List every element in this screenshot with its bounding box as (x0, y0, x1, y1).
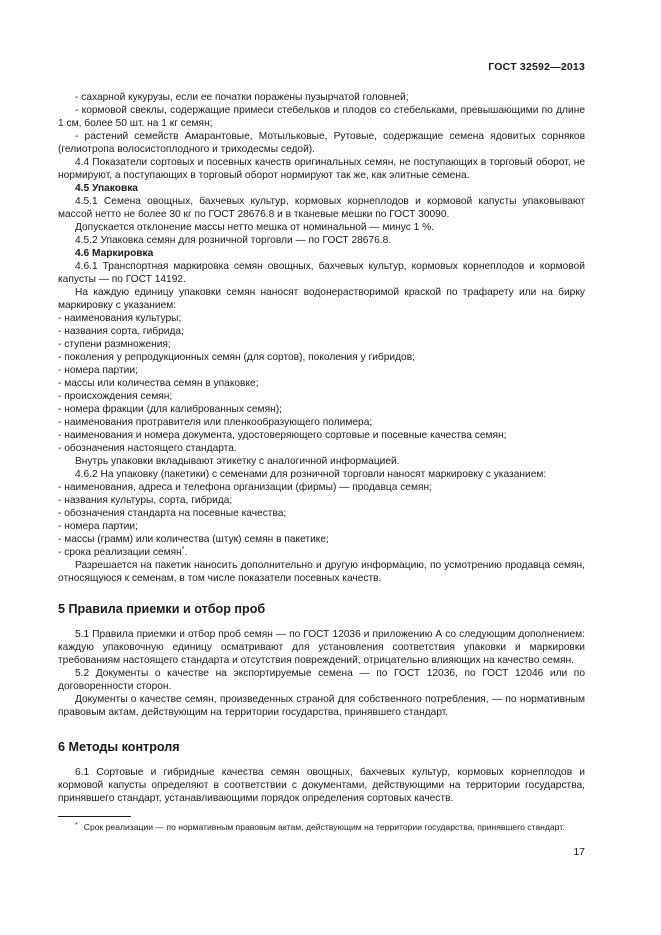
paragraph: 4.6.1 Транспортная маркировка семян овощных, бахчевых культур, кормовых корнеплодов и кормовой капусты — по ГОСТ 14192. (58, 261, 585, 285)
paragraph: Разрешается на пакетик наносить дополнительно и другую информацию, по усмотрению продавца семян, относящуюся к семенам, в том числе показатели посевных качеств. (58, 560, 585, 584)
list-item: - номера партии; (58, 365, 138, 376)
list-item: - срока реализации семян*. (58, 546, 188, 558)
footnote-reference: * (181, 546, 185, 553)
list-item: - растений семейств Амарантовые, Мотыльковые, Рутовые, содержащие семена ядовитых сорняков (гелиотропа волосистоплодного и триходесмы седой). (58, 131, 585, 155)
paragraph: Документы о качестве семян, произведенных страной для собственного потребления, — по нормативным правовым актам, действующим на территории государства, принявшего стандарт. (58, 694, 585, 718)
list-item: - номера фракции (для калиброванных семян); (58, 404, 282, 415)
list-item: - обозначения стандарта на посевные качества; (58, 508, 287, 519)
list-item: - массы (грамм) или количества (штук) семян в пакетике; (58, 534, 329, 545)
subsection-heading: 4.5 Упаковка (75, 183, 138, 194)
document-page (58, 0, 585, 935)
list-item: - сахарной кукурузы, если ее початки поражены пузырчатой головней; (75, 92, 409, 103)
list-item: - названия культуры, сорта, гибрида; (58, 495, 233, 506)
paragraph: На каждую единицу упаковки семян наносят водонерастворимой краской по трафарету или на бирку маркировку с указанием: (58, 287, 585, 311)
list-item: - происхождения семян; (58, 391, 173, 402)
paragraph: 6.1 Сортовые и гибридные качества семян овощных, бахчевых культур, кормовых корнеплодов и кормовой капусты определяют в соответствии с документами, действующими на территории государства, принявшего стандарт, устанавливающими порядок определения сортовых качеств. (58, 767, 585, 804)
subsection-heading: 4.6 Маркировка (75, 248, 154, 259)
paragraph: 5.1 Правила приемки и отбор проб семян — по ГОСТ 12036 и приложению А со следующим дополнением: каждую упаковочную единицу осматривают для установления соответствия упаковки и маркировки требованиям настоящего стандарта и отсутствия повреждений, отрицательно влияющих на качество семян. (58, 629, 585, 666)
paragraph: 4.6.2 На упаковку (пакетики) с семенами для розничной торговли наносят маркировку с указанием: (75, 469, 547, 480)
list-item: - поколения у репродукционных семян (для сортов), поколения у гибридов; (58, 352, 415, 363)
section-heading-5: 5 Правила приемки и отбор проб (58, 602, 266, 616)
page-body (58, 91, 585, 805)
list-item: - кормовой свеклы, содержащие примеси стебельков и плодов со стебельками, превышающими по длине 1 см, более 50 шт. на 1 кг семян; (58, 105, 585, 129)
section-heading-6: 6 Методы контроля (58, 740, 180, 754)
page-number: 17 (573, 846, 585, 858)
list-item: - названия сорта, гибрида; (58, 326, 184, 337)
paragraph: Допускается отклонение массы нетто мешка от номинальной — минус 1 %. (75, 222, 435, 233)
paragraph: Внутрь упаковки вкладывают этикетку с аналогичной информацией. (75, 456, 400, 467)
paragraph: 4.4 Показатели сортовых и посевных качеств оригинальных семян, не поступающих в торговый оборот, не нормируют, а поступающих в торговый оборот нормируют так же, как элитные семена. (58, 157, 585, 181)
list-item: - наименования протравителя или пленкообразующего полимера; (58, 417, 373, 428)
footnote-text: Срок реализации — по нормативным правовым актам, действующим на территории государства, принявшего стандарт. (83, 822, 565, 832)
paragraph: 5.2 Документы о качестве на экспортируемые семена — по ГОСТ 12036, по ГОСТ 12046 или по договоренности сторон. (58, 668, 585, 692)
list-item: - номера партии; (58, 521, 138, 532)
list-item-text: - срока реализации семян (58, 547, 182, 558)
running-header: ГОСТ 32592—2013 (488, 61, 585, 73)
paragraph: 4.5.2 Упаковка семян для розничной торговли — по ГОСТ 28676.8. (75, 235, 392, 246)
footnote-divider (58, 816, 131, 817)
list-item: - наименования и номера документа, удостоверяющего сортовые и посевные качества семян; (58, 430, 507, 441)
paragraph: 4.5.1 Семена овощных, бахчевых культур, кормовых корнеплодов и кормовой капусты упаковывают массой нетто не более 30 кг по ГОСТ 28676.8 и в тканевые мешки по ГОСТ 30090. (58, 196, 585, 220)
footnote-mark: * (75, 822, 78, 829)
footnote (58, 820, 585, 833)
list-item: - обозначения настоящего стандарта. (58, 443, 237, 454)
list-item: - ступени размножения; (58, 339, 171, 350)
list-item: - наименования, адреса и телефона организации (фирмы) — продавца семян; (58, 482, 432, 493)
list-item: - массы или количества семян в упаковке; (58, 378, 259, 389)
list-item: - наименования культуры; (58, 313, 182, 324)
